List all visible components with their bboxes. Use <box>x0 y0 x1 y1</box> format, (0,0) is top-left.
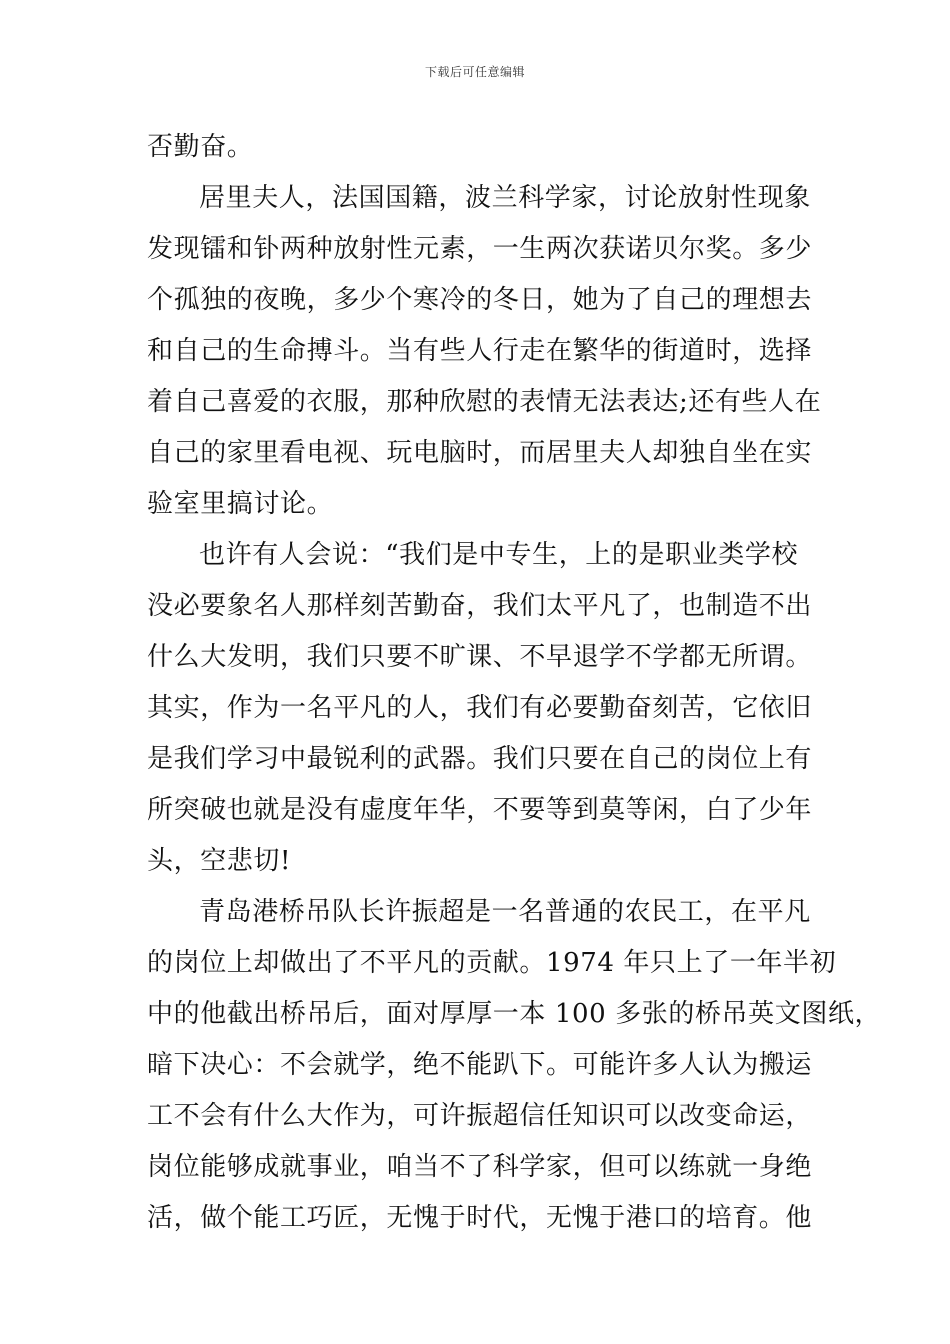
text-line: 暗下决心：不会就学，绝不能趴下。可能许多人认为搬运 <box>147 1050 813 1080</box>
text-line: 自己的家里看电视、玩电脑时，而居里夫人却独自坐在实 <box>147 438 813 468</box>
text-line: 否勤奋。 <box>147 132 254 162</box>
page-header: 下载后可任意编辑 <box>424 65 525 79</box>
text-line: 验室里搞讨论。 <box>147 489 334 519</box>
text-line: 青岛港桥吊队长许振超是一名普通的农民工，在平凡 <box>199 897 811 927</box>
text-line: 活，做个能工巧匠，无愧于时代，无愧于港口的培育。他 <box>147 1203 813 1233</box>
text-line: 着自己喜爱的衣服，那种欣慰的表情无法表达;还有些人在 <box>147 387 822 417</box>
text-line: 的岗位上却做出了不平凡的贡献。1974 年只上了一年半初 <box>147 948 837 978</box>
text-line: 其实，作为一名平凡的人，我们有必要勤奋刻苦，它依旧 <box>147 693 813 723</box>
text-line: 居里夫人，法国国籍，波兰科学家，讨论放射性现象 <box>199 183 811 213</box>
text-line: 发现镭和钋两种放射性元素，一生两次获诺贝尔奖。多少 <box>147 234 813 264</box>
text-line: 中的他截出桥吊后，面对厚厚一本 100 多张的桥吊英文图纸， <box>147 999 882 1029</box>
body-text <box>147 122 882 1244</box>
text-line: 工不会有什么大作为，可许振超信任知识可以改变命运， <box>147 1101 813 1131</box>
text-line: 没必要象名人那样刻苦勤奋，我们太平凡了，也制造不出 <box>147 591 813 621</box>
text-line: 个孤独的夜晚，多少个寒冷的冬日，她为了自己的理想去 <box>147 285 813 315</box>
text-line: 所突破也就是没有虚度年华，不要等到莫等闲，白了少年 <box>147 795 813 825</box>
text-line: 也许有人会说：“我们是中专生，上的是职业类学校 <box>199 540 799 570</box>
text-line: 是我们学习中最锐利的武器。我们只要在自己的岗位上有 <box>147 744 813 774</box>
text-line: 和自己的生命搏斗。当有些人行走在繁华的街道时，选择 <box>147 336 813 366</box>
text-line: 岗位能够成就事业，咱当不了科学家，但可以练就一身绝 <box>147 1152 813 1182</box>
text-line: 什么大发明，我们只要不旷课、不早退学不学都无所谓。 <box>147 642 813 672</box>
text-line: 头，空悲切! <box>147 846 292 876</box>
